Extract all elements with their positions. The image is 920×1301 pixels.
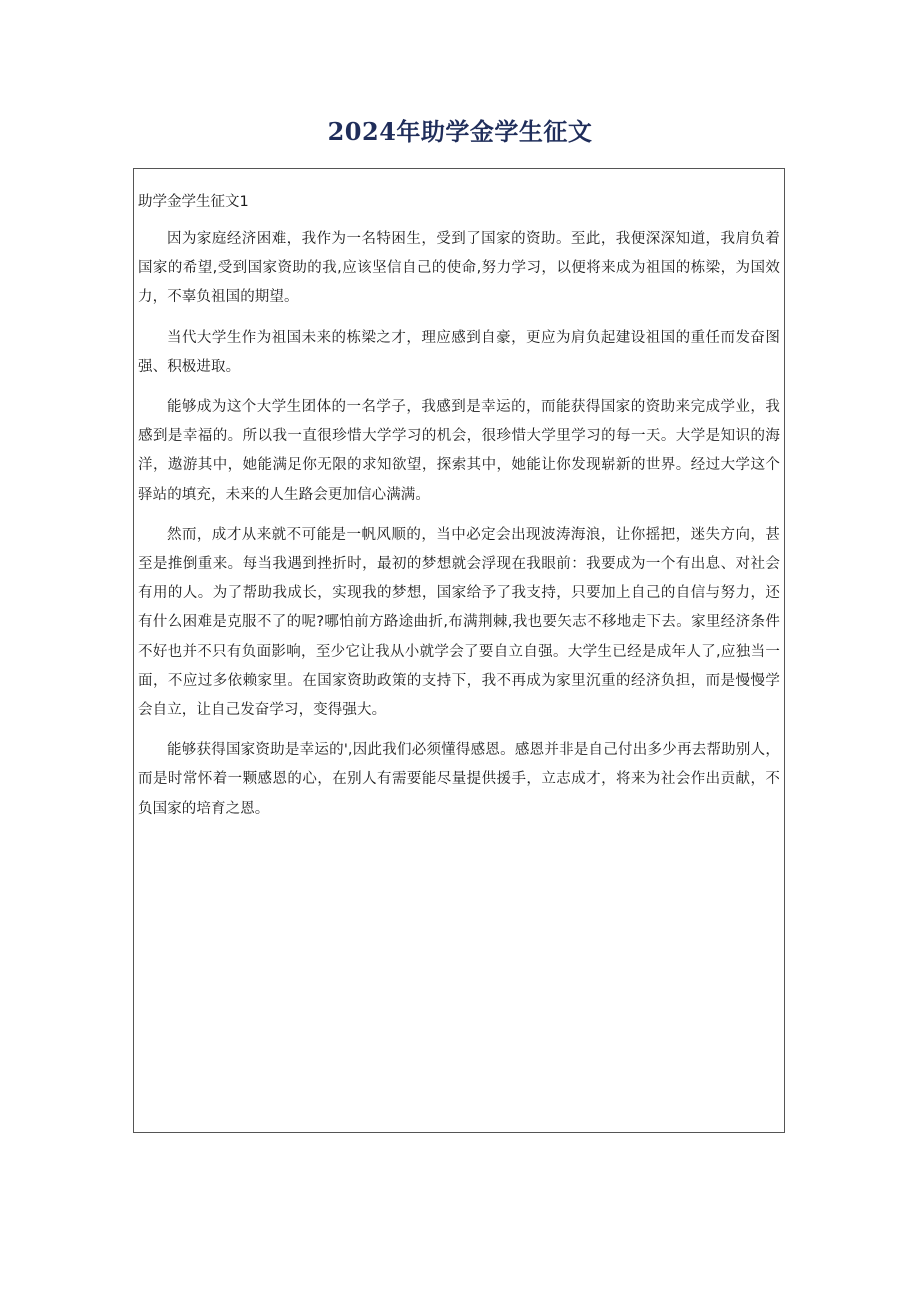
essay-subtitle: 助学金学生征文1: [138, 194, 249, 210]
essay-paragraph-1: 因为家庭经济困难，我作为一名特困生，受到了国家的资助。至此，我便深深知道，我肩负着国家的希望,受到国家资助的我,应该坚信自己的使命,努力学习，以便将来成为祖国的栋梁，为国效力，不辜负祖国的期望。: [138, 231, 780, 306]
essay-paragraph-2: 当代大学生作为祖国未来的栋梁之才，理应感到自豪，更应为肩负起建设祖国的重任而发奋图强、积极进取。: [138, 329, 780, 375]
essay-frame: [133, 168, 785, 1133]
essay-paragraph-3: 能够成为这个大学生团体的一名学子，我感到是幸运的，而能获得国家的资助来完成学业，我感到是幸福的。所以我一直很珍惜大学学习的机会，很珍惜大学里学习的每一天。大学是知识的海洋，遨游其中，她能满足你无限的求知欲望，探索其中，她能让你发现崭新的世界。经过大学这个驿站的填充，未来的人生路会更加信心满满。: [138, 399, 780, 503]
essay-paragraph-5: 能够获得国家资助是幸运的',因此我们必须懂得感恩。感恩并非是自己付出多少再去帮助别人，而是时常怀着一颗感恩的心，在别人有需要能尽量提供援手，立志成才，将来为社会作出贡献，不负国家的培育之恩。: [138, 742, 780, 817]
essay-paragraph-4: 然而，成才从来就不可能是一帆风顺的，当中必定会出现波涛海浪，让你摇把，迷失方向，甚至是推倒重来。每当我遇到挫折时，最初的梦想就会浮现在我眼前：我要成为一个有出息、对社会有用的人。为了帮助我成长，实现我的梦想，国家给予了我支持，只要加上自己的自信与努力，还有什么困难是克服不了的呢?哪怕前方路途曲折,布满荆棘,我也要矢志不移地走下去。家里经济条件不好也并不只有负面影响，至少它让我从小就学会了要自立自强。大学生已经是成年人了,应独当一面，不应过多依赖家里。在国家资助政策的支持下，我不再成为家里沉重的经济负担，而是慢慢学会自立，让自己发奋学习，变得强大。: [138, 526, 780, 719]
document-title: 2024年助学金学生征文: [327, 117, 593, 146]
